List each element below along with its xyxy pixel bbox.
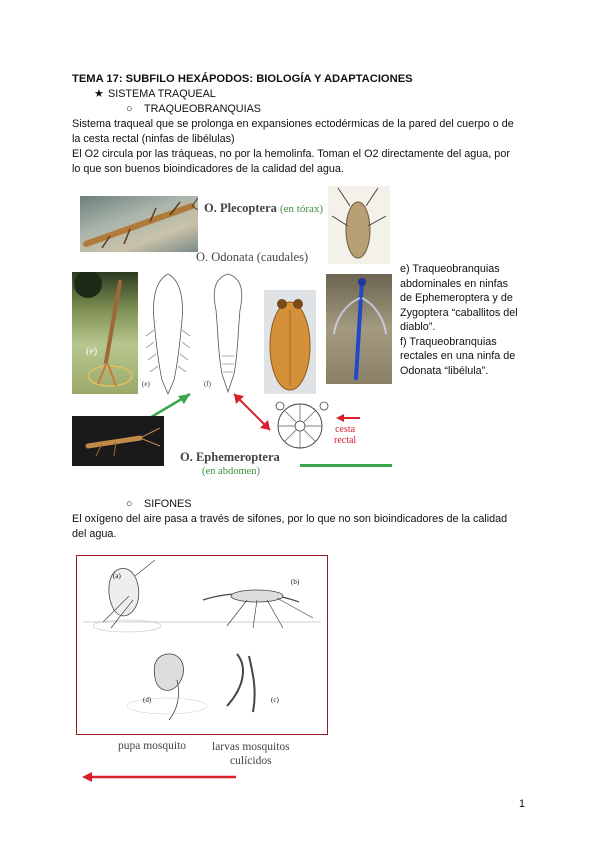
green-underline [300, 464, 392, 467]
damselfly-icon [326, 274, 392, 384]
subsection-title: TRAQUEOBRANQUIAS [144, 103, 261, 115]
ephemeroptera-note: (en abdomen) [202, 466, 261, 477]
plecoptera-nymph-icon [80, 196, 198, 252]
subsection-bullet: ○ [126, 103, 133, 115]
paragraph-line: del agua. [72, 528, 117, 540]
paragraph-line: Sistema traqueal que se prolonga en expansiones ectodérmicas de la pared del cuerpo o de [72, 118, 514, 130]
label-f: (f) [204, 380, 211, 388]
paragraph-line: lo que son buenos bioindicadores de la calidad del agua. [72, 163, 344, 175]
label-c: (c) [271, 696, 279, 704]
plecoptera-photo [80, 196, 198, 252]
label-e-small: (e) [142, 380, 150, 388]
rectal-label: rectal [334, 435, 357, 446]
caption-line: f) Traqueobranquias [400, 335, 497, 348]
label-d: (d) [143, 696, 152, 704]
caption-line: diablo”. [400, 321, 436, 333]
section-title: SISTEMA TRAQUEAL [108, 88, 216, 100]
mosquito-drawings-icon [77, 556, 327, 734]
figure-caption [400, 262, 518, 378]
paragraph-line: El O2 circula por las tráqueas, no por la hemolinfa. Toman el O2 directamente del agua, por [72, 148, 510, 160]
dragonfly-nymph-icon [264, 290, 316, 394]
mayfly-photo-icon [72, 416, 164, 466]
label-b: (b) [291, 578, 300, 586]
odonata-drawing [202, 270, 254, 400]
rectal-basket-drawing [270, 398, 336, 454]
plecoptera-adult-photo [328, 186, 390, 264]
odonata-nymph-photo [264, 290, 316, 394]
red-arrow-icon [230, 390, 276, 436]
ephemeroptera-photo [72, 416, 164, 466]
larva-caption-line: culícidos [230, 755, 272, 767]
subsection-title: SIFONES [144, 498, 192, 510]
mosquito-figure [76, 555, 328, 735]
stonefly-adult-icon [328, 186, 390, 264]
cesta-label: cesta [335, 424, 356, 435]
caption-line: e) Traqueobranquias [400, 263, 500, 275]
red-short-arrow-icon [334, 412, 362, 424]
odonata-label: O. Odonata (caudales) [196, 250, 309, 264]
page-title: TEMA 17: SUBFILO HEXÁPODOS: BIOLOGÍA Y ADAPTACIONES [72, 73, 413, 85]
pupa-caption: pupa mosquito [118, 740, 187, 752]
red-long-arrow-icon [80, 770, 240, 784]
ephemeroptera-label: O. Ephemeroptera [180, 450, 280, 464]
label-e: (e) [86, 346, 98, 357]
caption-line: Zygoptera “caballitos del [400, 306, 518, 319]
subsection-bullet: ○ [126, 498, 133, 510]
caption-line: de Ephemeroptera y de [400, 292, 513, 304]
zygoptera-photo [326, 274, 392, 384]
mayfly-drawing [142, 270, 194, 398]
page-number: 1 [519, 798, 526, 810]
paragraph-line: El oxígeno del aire pasa a través de sifones, por lo que no son bioindicadores de la calidad [72, 513, 508, 525]
mayfly-outline-icon [142, 270, 194, 398]
tracheobranch-figure [72, 186, 398, 486]
plecoptera-label: O. Plecoptera [204, 201, 277, 215]
caption-line: abdominales en ninfas [400, 277, 509, 290]
larva-caption-line: larvas mosquitos [212, 741, 290, 753]
label-a: (a) [113, 572, 121, 580]
ephemeroptera-nymph-photo [72, 272, 138, 394]
plecoptera-note: (en tórax) [280, 203, 324, 215]
caption-line: Odonata “libélula”. [400, 364, 489, 377]
mayfly-nymph-icon [72, 272, 138, 394]
rectal-basket-icon [270, 398, 336, 454]
caption-line: rectales en una ninfa de [400, 350, 516, 362]
paragraph-line: la cesta rectal (ninfas de libélulas) [72, 133, 235, 145]
section-bullet: ★ [94, 88, 104, 100]
